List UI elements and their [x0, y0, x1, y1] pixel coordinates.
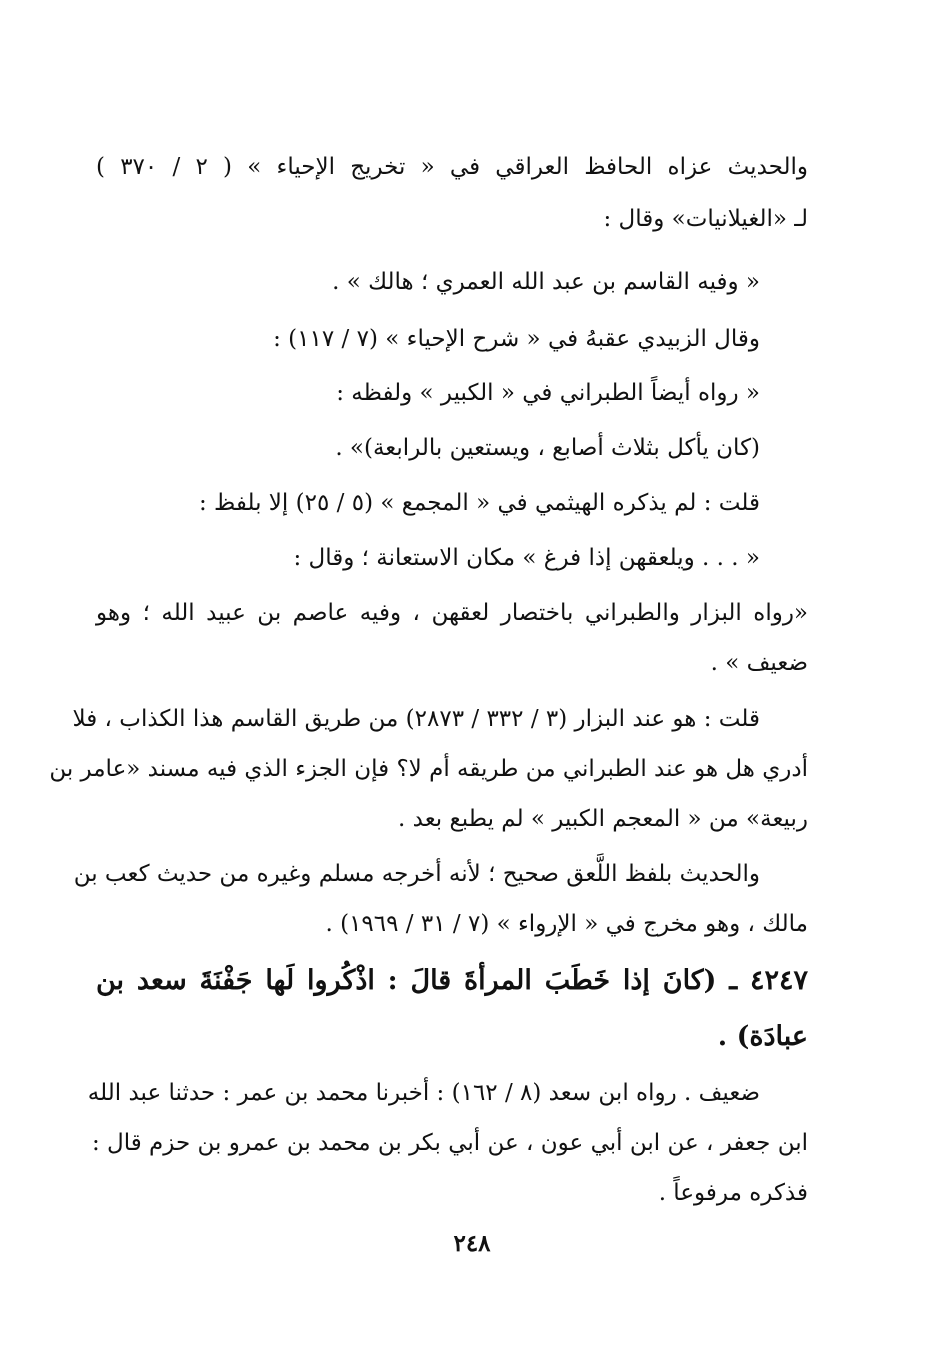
hadith-heading: ٤٢٤٧ ـ (كانَ إذا خَطَبَ المرأةَ قالَ : اذْكُروا لَها جَفْنَةَ سعد بن: [96, 965, 808, 996]
quote-line: « رواه أيضاً الطبراني في « الكبير » ولفظه :: [336, 380, 760, 406]
quote-line: «رواه البزار والطبراني باختصار لعقهن ، وفيه عاصم بن عبيد الله ؛ وهو: [96, 600, 808, 626]
text-line: والحديث عزاه الحافظ العراقي في « تخريج الإحياء » ( ٢ / ٣٧٠ ): [96, 154, 809, 180]
text-line: ضعيف . رواه ابن سعد (٨ / ١٦٢) : أخبرنا محمد بن عمر : حدثنا عبد الله: [87, 1080, 760, 1106]
text-line: أدري هل هو عند الطبراني من طريقه أم لا؟ فإن الجزء الذي فيه مسند «عامر بن: [49, 756, 808, 782]
page-number: ٢٤٨: [453, 1230, 491, 1257]
quote-line: (كان يأكل بثلاث أصابع ، ويستعين بالرابعة)» .: [335, 435, 760, 461]
quote-line: « وفيه القاسم بن عبد الله العمري ؛ هالك » .: [332, 269, 760, 295]
text-line: لـ «الغيلانيات» وقال :: [603, 206, 808, 232]
text-line: قلت : هو عند البزار (٣ / ٣٣٢ / ٢٨٧٣) من طريق القاسم هذا الكذاب ، فلا: [72, 706, 760, 732]
text-line: والحديث بلفظ اللَّعق صحيح ؛ لأنه أخرجه مسلم وغيره من حديث كعب بن: [73, 861, 760, 887]
text-line: مالك ، وهو مخرج في « الإرواء » (٧ / ٣١ / ١٩٦٩) .: [325, 911, 808, 937]
text-line: ابن جعفر ، عن ابن أبي عون ، عن أبي بكر بن محمد بن عمرو بن حزم قال :: [91, 1130, 808, 1156]
hadith-heading-cont: عبادَة) .: [717, 1021, 808, 1052]
text-line: قلت : لم يذكره الهيثمي في « المجمع » (٥ / ٢٥) إلا بلفظ :: [198, 490, 760, 516]
text-line: ربيعة» من « المعجم الكبير » لم يطبع بعد .: [398, 806, 808, 832]
text-line: فذكره مرفوعاً .: [658, 1180, 808, 1206]
quote-line: « . . . ويلعقهن إذا فرغ » مكان الاستعانة ؛ وقال :: [293, 545, 760, 571]
quote-line: ضعيف » .: [710, 650, 808, 676]
text-line: وقال الزبيدي عقبهُ في « شرح الإحياء » (٧ / ١١٧) :: [273, 326, 760, 352]
